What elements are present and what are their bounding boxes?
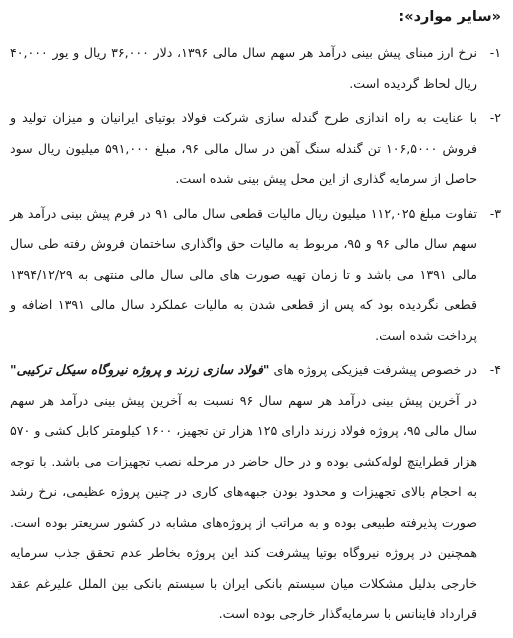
list-item-4 — [10, 355, 501, 630]
item-text: با عنایت به راه اندازی طرح گندله سازی شرکت فولاد بوتیای ایرانیان و میزان تولید و فروش ۱۰۶,۵۰۰۰ تن گندله سنگ آهن در سال مالی ۹۶، مبلغ ۵۹۱,۰۰۰ میلیون ریال سود حاصل از سرمایه گذاری از این محل پیش بینی شده است. — [10, 110, 477, 186]
item-number: ۳- — [489, 205, 501, 221]
item-text: تفاوت مبلغ ۱۱۲,۰۲۵ میلیون ریال مالیات قطعی سال مالی ۹۱ در فرم پیش بینی درآمد هر سهم سال مالی ۹۶ و ۹۵، مربوط به مالیات حق واگذاری ساختمان فروش رفته طی سال مالی ۱۳۹۱ می باشد و تا زمان تهیه صورت های مالی سال مالی منتهی به ۱۳۹۴/۱۲/۲۹ قطعی نگردیده بود که پس از قطعی شدن به مالیات عملکرد سال مالی ۱۳۹۱ اضافه و پرداخت شده است. — [10, 205, 478, 343]
item-number: ۴- — [489, 362, 501, 377]
project-name-quote: "فولاد سازی زرند و پروژه نیروگاه سیکل ترکیبی" — [10, 362, 270, 377]
list-item-1 — [10, 38, 501, 99]
item-number: ۲- — [489, 110, 501, 125]
items-list — [10, 38, 501, 630]
item-text-after: در آخرین پیش بینی درآمد هر سهم سال ۹۶ نسبت به آخرین پیش بینی درآمد هر سهم سال مالی ۹۵، پروژه فولاد زرند دارای ۱۲۵ هزار تن تجهیز، ۱۶۰۰ کیلومتر کابل کشی و ۵۷۰ هزار قطرایتچ لوله‌کشی بوده و در حال حاضر در مرحله نصب تجهیزات می باشد. با توجه به احجام بالای تجهیزات و محدود بودن جبهه‌های کاری در چنین پروژه عظیمی، نرخ رشد صورت پذیرفته طبیعی بوده و به مراتب از پروژه‌های مشابه در کشور سریعتر بوده است. همچنین در پروژه نیروگاه بوتیا پیشرفت کند این پروژه بخاطر عدم تحقق جذب سرمایه خارجی بدلیل مشکلات میان سیستم بانکی ایران با سیستم بانکی بین الملل علیرغم عقد قرارداد فاینانس با سرمایه‌گذار خارجی بوده است. — [10, 392, 478, 621]
item-number: ۱- — [489, 45, 501, 60]
item-text — [10, 355, 477, 630]
section-heading: «سایر موارد»: — [398, 9, 501, 25]
list-item-2 — [10, 103, 501, 195]
item-text: نرخ ارز مبنای پیش بینی درآمد هر سهم سال مالی ۱۳۹۶، دلار ۳۶,۰۰۰ ریال و یور ۴۰,۰۰۰ ریال لحاظ گردیده است. — [10, 45, 477, 91]
item-text-before: در خصوص پیشرفت فیزیکی پروژه های — [273, 362, 477, 377]
list-item-3 — [10, 199, 501, 352]
